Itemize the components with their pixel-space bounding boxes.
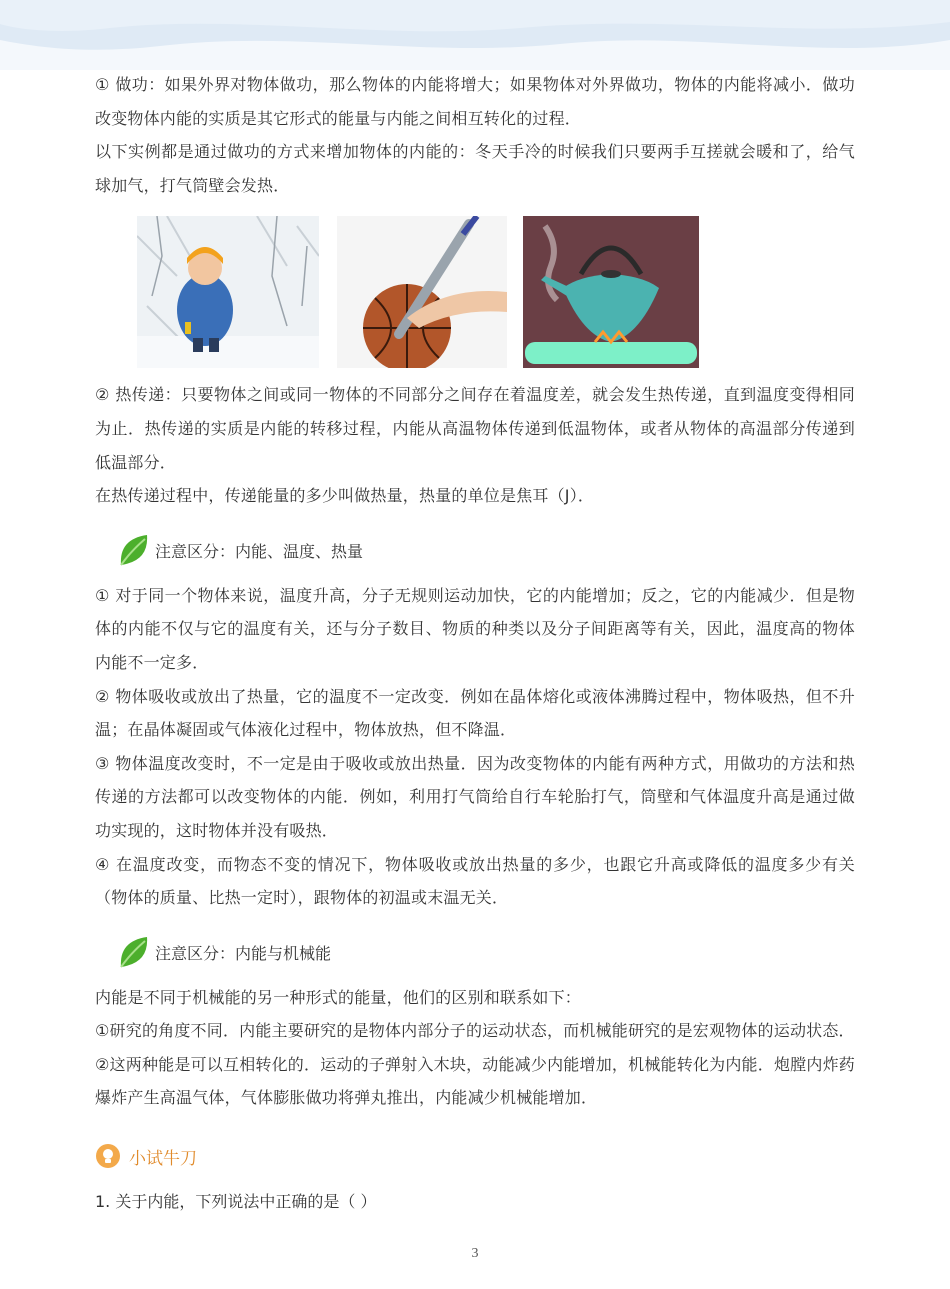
note-heading-text: 注意区分：内能与机械能 (155, 944, 332, 964)
page-number: 3 (471, 1246, 479, 1261)
paragraph-heat-quantity: 在热传递过程中，传递能量的多少叫做热量，热量的单位是焦耳（J）． (95, 486, 595, 506)
note2-intro: 内能是不同于机械能的另一种形式的能量，他们的区别和联系如下： (95, 987, 582, 1007)
main-content (95, 68, 855, 1217)
note1-item-4: ④ 在温度改变，而物态不变的情况下，物体吸收或放出热量的多少，也跟它升高或降低的温度多少有关（物体的质量、比热一定时），跟物体的初温或末温无关． (95, 854, 855, 908)
paragraph-work: ① 做功：如果外界对物体做功，那么物体的内能将增大；如果物体对外界做功，物体的内能将减小．做功改变物体内能的实质是其它形式的能量与内能之间相互转化的过程． (95, 75, 855, 128)
note-heading-internal-mechanical (117, 933, 855, 973)
practice-heading-text: 小试牛刀 (129, 1148, 197, 1169)
paragraph-work-examples: 以下实例都是通过做功的方式来增加物体的内能的：冬天手冷的时候我们只要两手互搓就会暖和了，给气球加气，打气筒壁会发热． (95, 142, 855, 195)
leaf-icon (117, 531, 151, 571)
lightbulb-icon (95, 1143, 121, 1169)
note1-item-2: ② 物体吸收或放出了热量，它的温度不一定改变．例如在晶体熔化或液体沸腾过程中，物体吸热，但不升温；在晶体凝固或气体液化过程中，物体放热，但不降温． (95, 686, 855, 740)
example-images (137, 216, 855, 368)
kettle-on-stove-image (523, 216, 699, 368)
note2-item-2: ②这两种能是可以互相转化的．运动的子弹射入木块，动能减少内能增加，机械能转化为内能．炮膛内炸药爆炸产生高温气体，气体膨胀做功将弹丸推出，内能减少机械能增加． (95, 1054, 855, 1108)
leaf-icon (117, 933, 151, 973)
paragraph-heat-transfer: ② 热传递：只要物体之间或同一物体的不同部分之间存在着温度差，就会发生热传递，直到温度变得相同为止．热传递的实质是内能的转移过程，内能从高温物体传递到低温物体，或者从物体的高温部分传递到低温部分． (95, 385, 855, 472)
pump-and-basketball-image (337, 216, 507, 368)
note-heading-text: 注意区分：内能、温度、热量 (155, 542, 364, 562)
child-in-snow-image (137, 216, 319, 368)
question-1: 1. 关于内能，下列说法中正确的是（ ） (95, 1192, 377, 1212)
note1-item-1: ① 对于同一个物体来说，温度升高，分子无规则运动加快，它的内能增加；反之，它的内能减少．但是物体的内能不仅与它的温度有关，还与分子数目、物质的种类以及分子间距离等有关，因此，温度高的物体内能不一定多． (95, 585, 855, 672)
header-wave-decoration (0, 0, 950, 70)
note1-item-3: ③ 物体温度改变时，不一定是由于吸收或放出热量．因为改变物体的内能有两种方式，用做功的方法和热传递的方法都可以改变物体的内能．例如，利用打气筒给自行车轮胎打气，筒壁和气体温度升高是通过做功实现的，这时物体并没有吸热． (95, 753, 855, 840)
note2-item-1: ①研究的角度不同．内能主要研究的是物体内部分子的运动状态，而机械能研究的是宏观物体的运动状态． (95, 1021, 855, 1041)
practice-heading (95, 1141, 855, 1171)
note-heading-energy-temperature-heat (117, 531, 855, 571)
